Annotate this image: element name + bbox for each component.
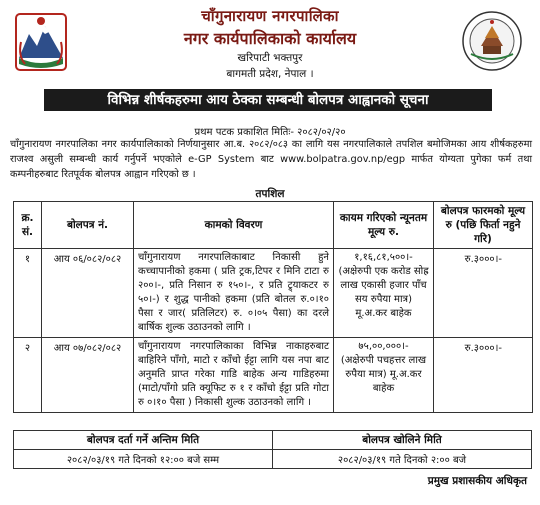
row-min-price (334, 249, 434, 338)
notice-title: विभिन्न शीर्षकहरुमा आय ठेक्का सम्बन्धी बोलपत्र आह्वानको सूचना (44, 89, 492, 111)
table-caption: तपशिल (255, 188, 285, 200)
office-name: नगर कार्यपालिकाको कार्यालय (183, 29, 357, 48)
min-price-value: ७५,००,०००।- (358, 341, 409, 352)
row-bid-no: आय ०७/०८२/०८२ (42, 338, 134, 413)
signatory-title: प्रमुख प्रशासकीय अधिकृत (427, 475, 527, 487)
municipality-name: चाँगुनारायण नगरपालिका (201, 7, 339, 25)
deadline-table (13, 430, 532, 469)
header-form-fee: बोलपत्र फारमको मूल्य रु (पछि फिर्ता नहुने गरि) (434, 202, 533, 249)
row-sn: १ (14, 249, 42, 338)
address-line-2: बागमती प्रदेश, नेपाल । (226, 68, 314, 80)
table-row (14, 338, 533, 413)
opening-date-value: २०८२/०३/१९ गते दिनको २:०० बजे (273, 450, 532, 469)
row-sn: २ (14, 338, 42, 413)
row-description: चाँगुनारायण नगरपालिकाबाट निकासी हुने कच्चापानीको हकमा ( प्रति ट्रक,टिपर र मिनि टाटा रु २००।-, प्रति निसान रु १५०।-, र प्रति ट्र्याकटर रु ५०।-) र शुद्ध पानीको हकमा (प्रति बोतल रु.०।१० पैसा र जार( प्रतिलिटर) रु. ०।०५ पैसा) का दरले बार्षिक शुल्क उठाउनको लागि । (134, 249, 334, 338)
min-price-value: १,१६,८१,५००।- (354, 252, 413, 263)
deadline-value-row (14, 450, 532, 469)
deadline-header-row (14, 431, 532, 450)
header-sn: क्र. सं. (14, 202, 42, 249)
table-header-row (14, 202, 533, 249)
register-deadline-label: बोलपत्र दर्ता गर्ने अन्तिम मिति (14, 431, 273, 450)
tender-table (13, 201, 533, 413)
header-min-price: कायम गरिएको न्यूनतम मूल्य रु. (334, 202, 434, 249)
publish-date: प्रथम पटक प्रकाशित मितिः- २०८२/०२/२० (194, 127, 346, 138)
row-description: चाँगुनारायण नगरपालिकाका विभिन्न नाकाहरुबाट बाहिरिने पाँगो, माटो र काँचो ईट्टा लागि यस नपा बाट अनुमति प्राप्त गरेका गाडि बाहेक अन्य गाडिहरुमा (माटो/पाँगो प्रति क्यूफिट रु १ र काँचो ईट्टा प्रति गोटा रु ०।१० पैसा ) निकासी शुल्क उठाउनको लागि । (134, 338, 334, 413)
table-row (14, 249, 533, 338)
row-bid-no: आय ०६/०८२/०८२ (42, 249, 134, 338)
row-form-fee: रु.३०००।- (434, 338, 533, 413)
row-min-price (334, 338, 434, 413)
min-price-words: (अक्षेरुपी एक करोड सोह्र लाख एकासी हजार पाँच सय रुपैया मात्र) मू.अ.कर बाहेक (338, 266, 429, 319)
opening-date-label: बोलपत्र खोलिने मिति (273, 431, 532, 450)
row-form-fee: रु.३०००।- (434, 249, 533, 338)
register-deadline-value: २०८२/०३/१९ गते दिनको १२:०० बजे सम्म (14, 450, 273, 469)
address-line-1: खरिपाटी भक्तपुर (237, 52, 303, 64)
min-price-words: (अक्षेरुपी पचहत्तर लाख रुपैया मात्र) मू.अ.कर बाहेक (340, 355, 427, 394)
header-bid-no: बोलपत्र नं. (42, 202, 134, 249)
notice-intro: चाँगुनारायण नगरपालिका नगर कार्यपालिकाको निर्णयानुसार आ.ब. २०८२/०८३ का लागि यस नगरपालिकाले तपशिल बमोजिमका आय शीर्षकहरुमा राजश्व असुली सम्बन्धी कार्य गर्नुपर्ने भएकोले e-GP System बाट www.bolpatra.gov.np/egp मार्फत योग्यता पुगेका फर्म तथा कम्पनीहरुबाट रितपूर्वक बोलपत्र आह्वान गरिएको छ । (10, 139, 532, 180)
header-description: कामको विवरण (134, 202, 334, 249)
